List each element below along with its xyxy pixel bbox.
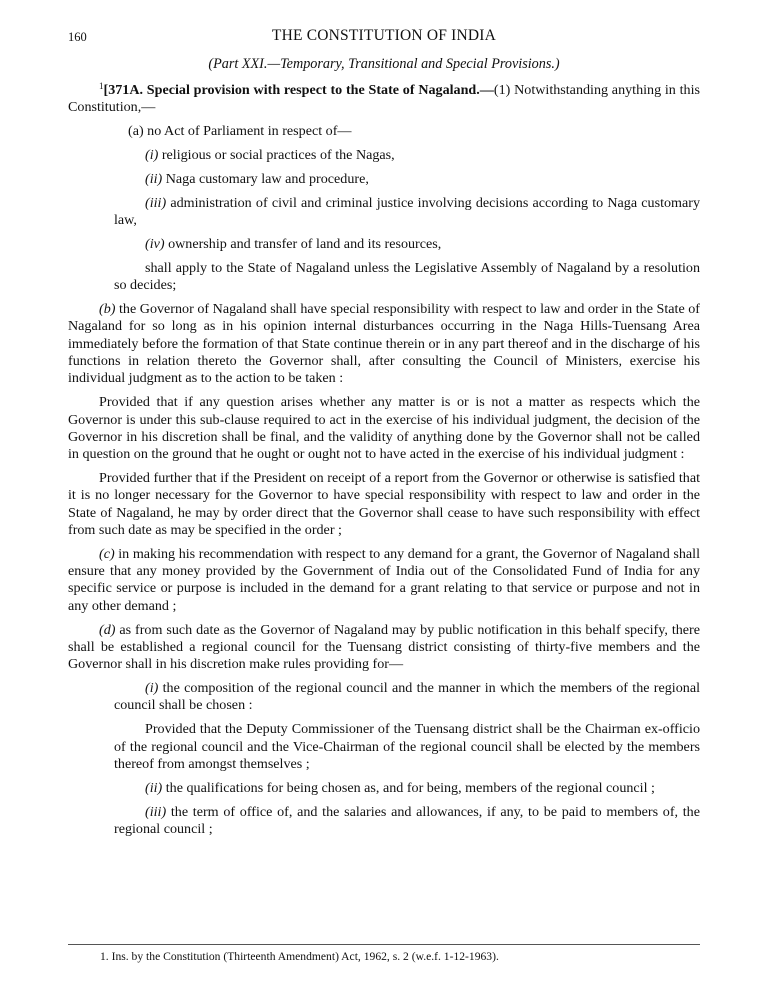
clause-d-mark: (d) — [99, 621, 116, 638]
clause-c — [68, 546, 700, 615]
clause-d-item-ii — [68, 780, 700, 797]
clause-a-item-iv — [68, 236, 700, 253]
clause-b-mark: (b) — [99, 301, 116, 318]
clause-a-item-i — [68, 147, 700, 164]
item-text: the qualifications for being chosen as, and for being, members of the regional council ; — [162, 779, 655, 796]
item-mark: (ii) — [145, 779, 163, 796]
page-header — [68, 27, 700, 49]
item-mark: (i) — [145, 680, 159, 697]
item-text: ownership and transfer of land and its resources, — [164, 236, 442, 253]
footnote-marker[interactable]: 1 — [99, 81, 104, 91]
item-text: Naga customary law and procedure, — [162, 170, 369, 187]
clause-c-text: in making his recommendation with respect to any demand for a grant, the Governor of Nagaland shall ensure that any money provided by the Government of India out of the Consolidated Fund of India for any specific service or purpose is included in the demand for a grant relating to that service or purpose and not in any other demand ; — [68, 545, 700, 614]
clause-a-text: no Act of Parliament in respect of— — [143, 123, 352, 140]
clause-a — [68, 123, 700, 140]
clause-b — [68, 301, 700, 387]
article-intro: (1) Notwithstanding anything in this Constitution,— — [68, 82, 700, 116]
article-heading-paragraph — [68, 78, 700, 117]
item-text: religious or social practices of the Nagas, — [158, 147, 395, 164]
running-title: THE CONSTITUTION OF INDIA — [271, 27, 497, 44]
clause-b-proviso-1: Provided that if any question arises whether any matter is or is not a matter as respects which the Governor is under this sub-clause required to act in the exercise of his individual judgment, the decision of the Governor in his discretion shall be final, and the validity of anything done by the Governor shall not be called in question on the ground that he ought or ought not to have acted in the exercise of his individual judgment : — [68, 394, 700, 463]
item-text: administration of civil and criminal justice involving decisions according to Naga customary law, — [114, 194, 700, 229]
part-title: (Part XXI.—Temporary, Transitional and Special Provisions.) — [208, 56, 560, 72]
clause-a-item-ii — [68, 171, 700, 188]
item-mark: (iv) — [145, 236, 165, 253]
clause-d — [68, 622, 700, 674]
clause-a-item-iii — [68, 195, 700, 230]
article-body — [68, 78, 700, 845]
item-mark: (ii) — [145, 170, 163, 187]
clause-b-proviso-2: Provided further that if the President on receipt of a report from the Governor or otherwise is satisfied that it is no longer necessary for the Governor to have special responsibility with respect to law and order in the State of Nagaland, he may by order direct that the Governor shall cease to have such responsibility with effect from such date as may be specified in the order ; — [68, 469, 700, 538]
article-heading: [371A. Special provision with respect to the State of Nagaland.— — [103, 82, 494, 98]
clause-a-mark: (a) — [128, 123, 144, 140]
page-number: 160 — [68, 30, 87, 44]
clause-d-text: as from such date as the Governor of Nagaland may by public notification in this behalf specify, there shall be established a regional council for the Tuensang district consisting of thirty-five members and the Governor shall in his discretion make rules providing for— — [68, 621, 700, 673]
clause-d-proviso: Provided that the Deputy Commissioner of the Tuensang district shall be the Chairman ex-officio of the regional council and the Vice-Chairman of the regional council shall be elected by the members thereof from amongst themselves ; — [114, 721, 700, 772]
clause-d-item-i — [68, 680, 700, 715]
clause-d-item-iii — [68, 804, 700, 839]
clause-b-text: the Governor of Nagaland shall have special responsibility with respect to law and order in the State of Nagaland for so long as in his opinion internal disturbances occurring in the Naga Hills-Tuensang Area immediately before the formation of that State continue therein or in any part thereof and in the discharge of his functions in relation thereto the Governor shall, after consulting the Council of Ministers, exercise his individual judgment as to the action to be taken : — [68, 301, 700, 387]
item-mark: (iii) — [145, 803, 167, 820]
footnote-divider — [68, 944, 700, 945]
footnote: 1. Ins. by the Constitution (Thirteenth Amendment) Act, 1962, s. 2 (w.e.f. 1-12-1963). — [100, 950, 499, 963]
item-mark: (iii) — [145, 194, 167, 211]
item-text: the term of office of, and the salaries and allowances, if any, to be paid to members of, the regional council ; — [114, 803, 700, 837]
item-mark: (i) — [145, 147, 159, 164]
clause-c-mark: (c) — [99, 545, 115, 562]
clause-a-tail: shall apply to the State of Nagaland unless the Legislative Assembly of Nagaland by a resolution so decides; — [114, 259, 700, 294]
item-text: the composition of the regional council and the manner in which the members of the regional council shall be chosen : — [114, 680, 700, 714]
